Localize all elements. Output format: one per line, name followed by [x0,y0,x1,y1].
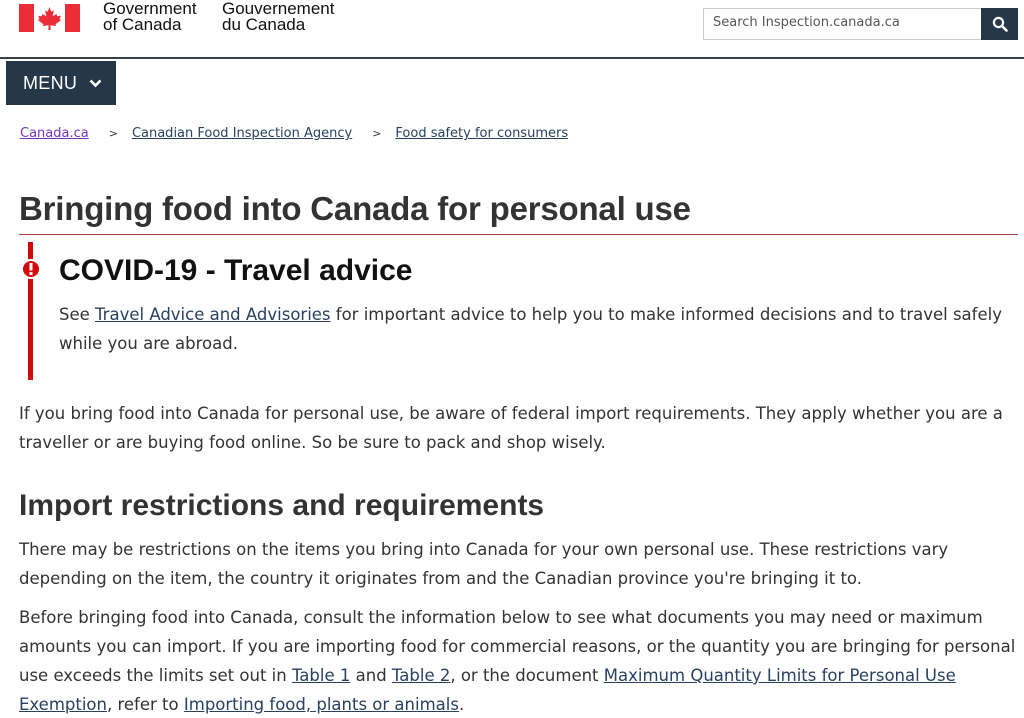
travel-advice-link[interactable]: Travel Advice and Advisories [95,305,331,324]
signature-french [222,1,334,33]
title-underline [19,234,1018,235]
breadcrumb-separator: > [372,127,382,140]
maximum-quantity-limits-link[interactable]: Maximum Quantity Limits for Personal Use Exemption [19,666,956,714]
signature-fr-line1: Gouvernement [222,0,335,18]
table-2-link[interactable]: Table 2 [391,666,451,685]
search-button[interactable] [981,8,1018,40]
chevron-down-icon [89,79,102,88]
alert-text-before: See [59,305,96,324]
restrictions-paragraph: There may be restrictions on the items you bring into Canada for your own personal use. These restrictions vary depending on the item, the country it originates from and the Canadian province you're bringing it to. [19,540,949,588]
breadcrumb-link-cfia[interactable]: Canadian Food Inspection Agency [131,126,353,141]
requirements-text-5: . [458,695,465,714]
importing-food-link[interactable]: Importing food, plants or animals [183,695,459,714]
breadcrumb [20,126,568,141]
breadcrumb-link-food-safety[interactable]: Food safety for consumers [395,126,569,141]
menu-label: MENU [23,72,78,93]
table-1-link[interactable]: Table 1 [291,666,351,685]
requirements-text-4: , refer to [107,695,184,714]
page-title: Bringing food into Canada for personal use [19,190,691,227]
signature-en-line1: Government [103,0,197,18]
signature-english [103,1,197,33]
requirements-text-3: , or the document [450,666,604,685]
menu-button[interactable] [6,61,116,105]
signature-en-line2: of Canada [103,15,182,34]
exclamation-icon [21,259,41,279]
intro-paragraph: If you bring food into Canada for personal use, be aware of federal import requirements. They apply whether you are a traveller or are buying food online. So be sure to pack and shop wisely. [19,404,1003,452]
site-header [0,0,1024,59]
search-input[interactable]: Search Inspection.canada.ca [703,8,981,40]
breadcrumb-link-canada[interactable]: Canada.ca [20,126,89,141]
canada-flag-icon[interactable] [19,4,80,32]
alert-text [59,300,1004,358]
signature-fr-line2: du Canada [222,15,306,34]
alert-text-after: for important advice to help you to make informed decisions and to travel safely while you are abroad. [59,305,1002,353]
requirements-paragraph [19,603,1017,718]
requirements-text-1: Before bringing food into Canada, consult the information below to see what documents you may need or maximum amounts you can import. If you are importing food for commercial reasons, or the quantity you are bringing for personal use exceeds the limits set out in [19,608,1016,685]
alert-title: COVID-19 - Travel advice [59,254,413,287]
requirements-text-2: and [350,666,392,685]
breadcrumb-separator: > [108,127,118,140]
section-heading: Import restrictions and requirements [19,489,545,522]
search-icon [992,16,1008,32]
